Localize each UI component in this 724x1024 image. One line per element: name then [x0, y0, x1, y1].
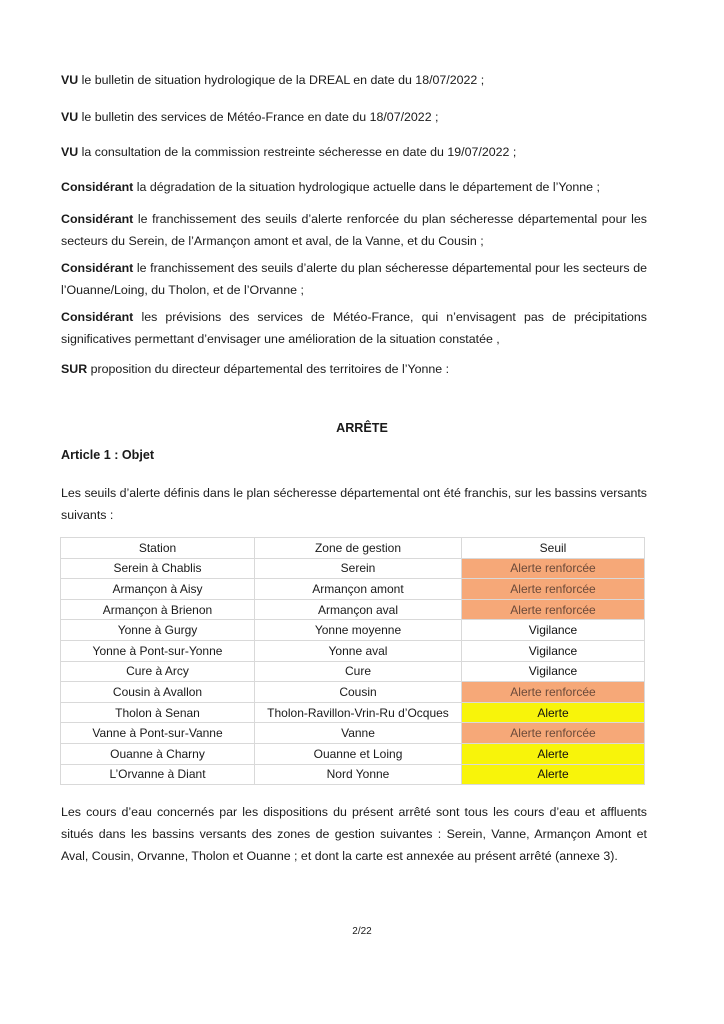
header-zone: Zone de gestion: [255, 538, 462, 559]
station-cell: Armançon à Brienon: [61, 599, 255, 620]
seuil-cell: Alerte renforcée: [462, 558, 645, 579]
station-cell: Cousin à Avallon: [61, 682, 255, 703]
seuil-cell: Vigilance: [462, 620, 645, 641]
considerant-keyword: Considérant: [61, 261, 134, 275]
seuil-cell: Alerte renforcée: [462, 682, 645, 703]
header-seuil: Seuil: [462, 538, 645, 559]
considerant-keyword: Considérant: [61, 180, 134, 194]
table-row: [61, 764, 645, 785]
station-cell: Serein à Chablis: [61, 558, 255, 579]
station-cell: Tholon à Senan: [61, 702, 255, 723]
visa-2: [61, 106, 647, 128]
table-row: [61, 558, 645, 579]
station-cell: Ouanne à Charny: [61, 743, 255, 764]
table-row: [61, 723, 645, 744]
proposition: [61, 358, 647, 380]
visa-keyword: VU: [61, 73, 79, 87]
station-cell: Yonne à Pont-sur-Yonne: [61, 640, 255, 661]
proposition-keyword: SUR: [61, 362, 88, 376]
article-intro: Les seuils d’alerte définis dans le plan sécheresse départemental ont été franchis, sur les bassins versants suivants :: [61, 486, 647, 522]
seuil-cell: Alerte renforcée: [462, 579, 645, 600]
decision-title: ARRÊTE: [336, 421, 388, 435]
article-title: Article 1 : Objet: [61, 448, 155, 462]
zone-cell: Yonne moyenne: [255, 620, 462, 641]
considerant-1: [61, 176, 647, 198]
zone-cell: Armançon amont: [255, 579, 462, 600]
seuil-cell: Alerte renforcée: [462, 723, 645, 744]
article-outro: Les cours d’eau concernés par les dispositions du présent arrêté sont tous les cours d’eau et affluents situés dans les bassins versants des zones de gestion suivantes : Serein, Vanne, Armançon Amont et Aval, Cousin, Orvanne, Tholon et Ouanne ; et dont la carte est annexée au présent arrêté (annexe 3).: [61, 805, 647, 863]
zone-cell: Cousin: [255, 682, 462, 703]
station-cell: Vanne à Pont-sur-Vanne: [61, 723, 255, 744]
table-row: [61, 702, 645, 723]
considerant-text: la dégradation de la situation hydrologique actuelle dans le département de l’Yonne ;: [136, 180, 600, 194]
station-cell: Armançon à Aisy: [61, 579, 255, 600]
visa-keyword: VU: [61, 145, 79, 159]
seuil-cell: Alerte: [462, 743, 645, 764]
table-row: [61, 743, 645, 764]
zone-cell: Tholon-Ravillon-Vrin-Ru d’Ocques: [255, 702, 462, 723]
header-station: Station: [61, 538, 255, 559]
visa-1: [61, 69, 647, 91]
seuil-cell: Vigilance: [462, 661, 645, 682]
table-header-row: [61, 538, 645, 559]
seuils-table: [60, 537, 645, 785]
visa-keyword: VU: [61, 110, 79, 124]
zone-cell: Cure: [255, 661, 462, 682]
considerant-3: [61, 257, 647, 301]
table-row: [61, 661, 645, 682]
station-cell: L’Orvanne à Diant: [61, 764, 255, 785]
zone-cell: Nord Yonne: [255, 764, 462, 785]
considerant-4: [61, 306, 647, 350]
table-row: [61, 620, 645, 641]
visa-text: la consultation de la commission restreinte sécheresse en date du 19/07/2022 ;: [81, 145, 517, 159]
page-number: 2/22: [352, 926, 372, 937]
seuil-cell: Alerte renforcée: [462, 599, 645, 620]
considerant-text: les prévisions des services de Météo-France, qui n’envisagent pas de précipitations significatives permettant d’envisager une amélioration de la situation constatée ,: [61, 310, 647, 346]
considerant-2: [61, 208, 647, 252]
considerant-text: le franchissement des seuils d’alerte du plan sécheresse départemental pour les secteurs de l’Ouanne/Loing, du Tholon, et de l’Orvanne ;: [61, 261, 647, 297]
table-row: [61, 599, 645, 620]
zone-cell: Armançon aval: [255, 599, 462, 620]
considerant-keyword: Considérant: [61, 212, 134, 226]
zone-cell: Ouanne et Loing: [255, 743, 462, 764]
table-row: [61, 640, 645, 661]
table-row: [61, 579, 645, 600]
zone-cell: Yonne aval: [255, 640, 462, 661]
seuil-cell: Vigilance: [462, 640, 645, 661]
table-row: [61, 682, 645, 703]
visa-text: le bulletin des services de Météo-France en date du 18/07/2022 ;: [81, 110, 439, 124]
considerant-keyword: Considérant: [61, 310, 134, 324]
proposition-text: proposition du directeur départemental des territoires de l’Yonne :: [90, 362, 450, 376]
station-cell: Yonne à Gurgy: [61, 620, 255, 641]
visa-3: [61, 141, 647, 163]
visa-text: le bulletin de situation hydrologique de la DREAL en date du 18/07/2022 ;: [81, 73, 485, 87]
seuil-cell: Alerte: [462, 702, 645, 723]
station-cell: Cure à Arcy: [61, 661, 255, 682]
seuil-cell: Alerte: [462, 764, 645, 785]
considerant-text: le franchissement des seuils d’alerte renforcée du plan sécheresse départemental pour les secteurs du Serein, de l’Armançon amont et aval, de la Vanne, et du Cousin ;: [61, 212, 648, 248]
zone-cell: Vanne: [255, 723, 462, 744]
zone-cell: Serein: [255, 558, 462, 579]
